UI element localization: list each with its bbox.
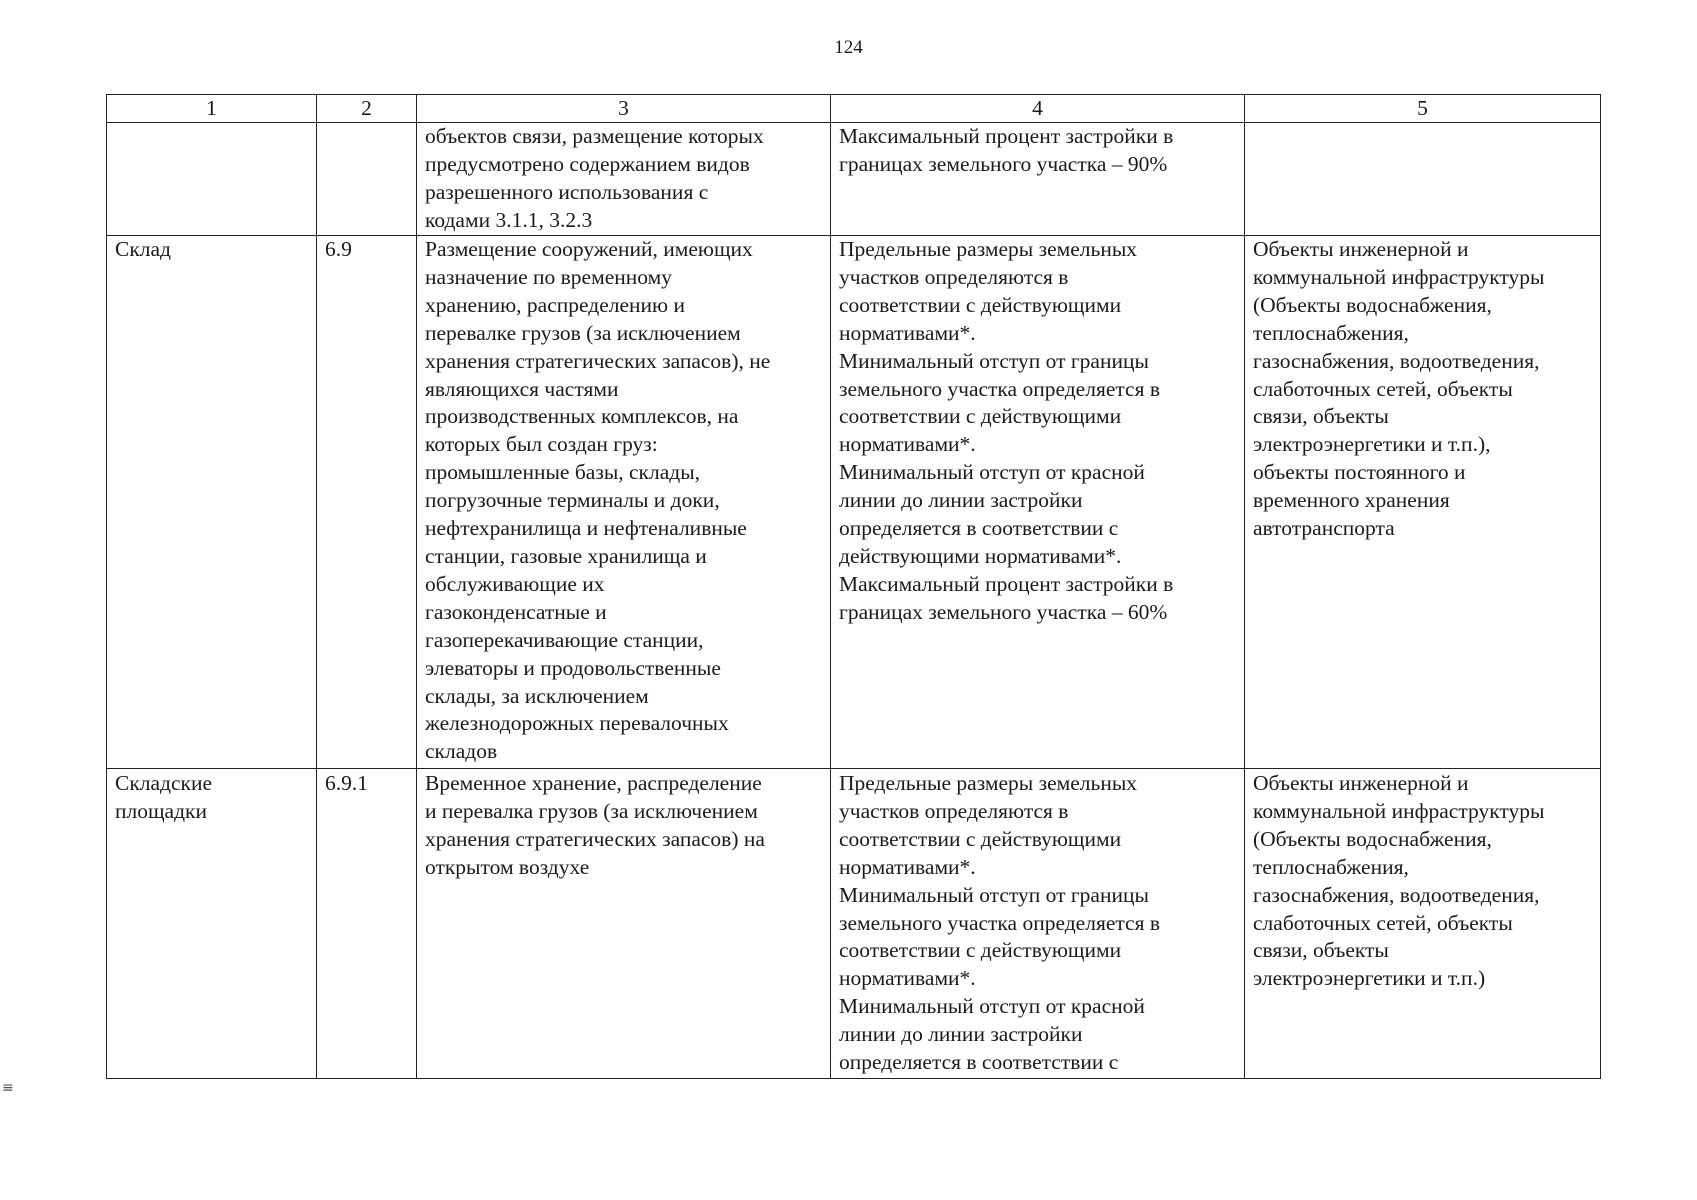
- cell-parameters: Максимальный процент застройки в границах земельного участка – 90%: [831, 123, 1245, 236]
- cell-use-code: 6.9.1: [317, 769, 417, 1079]
- cell-use-name: [107, 123, 317, 236]
- cell-use-name: Складские площадки: [107, 769, 317, 1079]
- cell-parameters: Предельные размеры земельных участков определяются в соответствии с действующими нормативами*. Минимальный отступ от границы земельного участка определяется в соответствии с действующими нормативами*. Минимальный отступ от красной линии до линии застройки определяется в соответствии с: [831, 769, 1245, 1079]
- cell-auxiliary-uses: [1245, 123, 1601, 236]
- cell-use-name: Склад: [107, 236, 317, 769]
- cell-auxiliary-uses: Объекты инженерной и коммунальной инфраструктуры (Объекты водоснабжения, теплоснабжения, газоснабжения, водоотведения, слаботочных сетей, объекты связи, объекты электроэнергетики и т.п.): [1245, 769, 1601, 1079]
- table-header-row: [107, 95, 1601, 123]
- page-number: 124: [834, 37, 863, 58]
- cell-use-description: объектов связи, размещение которых предусмотрено содержанием видов разрешенного использования с кодами 3.1.1, 3.2.3: [417, 123, 831, 236]
- table-row: [107, 123, 1601, 236]
- column-header-1: 1: [107, 95, 317, 123]
- cell-use-code: 6.9: [317, 236, 417, 769]
- column-header-5: 5: [1245, 95, 1601, 123]
- cell-use-code: [317, 123, 417, 236]
- land-use-table: [106, 94, 1601, 1079]
- cell-parameters: Предельные размеры земельных участков определяются в соответствии с действующими нормативами*. Минимальный отступ от границы земельного участка определяется в соответствии с действующими нормативами*. Минимальный отступ от красной линии до линии застройки определяется в соответствии с действующими нормативами*. Максимальный процент застройки в границах земельного участка – 60%: [831, 236, 1245, 769]
- cell-use-description: Временное хранение, распределение и перевалка грузов (за исключением хранения стратегических запасов) на открытом воздухе: [417, 769, 831, 1079]
- column-header-4: 4: [831, 95, 1245, 123]
- cell-use-description: Размещение сооружений, имеющих назначение по временному хранению, распределению и перевалке грузов (за исключением хранения стратегических запасов), не являющихся частями производственных комплексов, на которых был создан груз: промышленные базы, склады, погрузочные терминалы и доки, нефтехранилища и нефтеналивные станции, газовые хранилища и обслуживающие их газоконденсатные и газоперекачивающие станции, элеваторы и продовольственные склады, за исключением железнодорожных перевалочных складов: [417, 236, 831, 769]
- column-header-2: 2: [317, 95, 417, 123]
- binding-mark-icon: ≡: [2, 1080, 14, 1096]
- column-header-3: 3: [417, 95, 831, 123]
- table-row: [107, 236, 1601, 769]
- table-row: [107, 769, 1601, 1079]
- cell-auxiliary-uses: Объекты инженерной и коммунальной инфраструктуры (Объекты водоснабжения, теплоснабжения, газоснабжения, водоотведения, слаботочных сетей, объекты связи, объекты электроэнергетики и т.п.), объекты постоянного и временного хранения автотранспорта: [1245, 236, 1601, 769]
